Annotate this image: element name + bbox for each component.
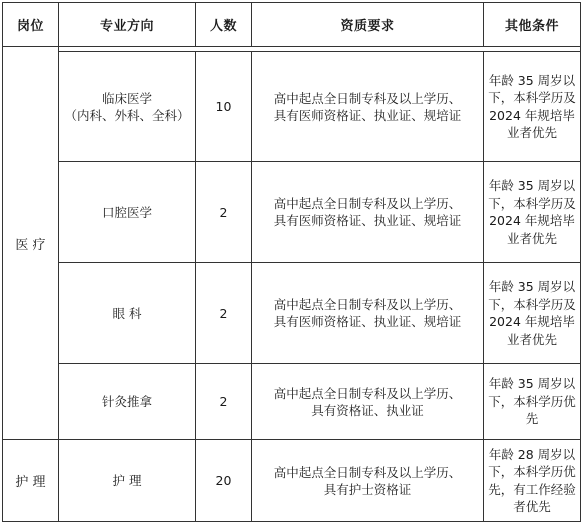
header-count: 人数 xyxy=(196,3,252,47)
qualification-cell xyxy=(252,440,484,522)
table-row xyxy=(3,52,581,162)
count-cell: 2 xyxy=(196,162,252,263)
other-conditions-cell: 年龄 35 周岁以下，本科学历优先 xyxy=(484,364,581,440)
major-subname: （内科、外科、全科） xyxy=(64,107,190,123)
other-conditions-cell: 年龄 35 周岁以下，本科学历及 2024 年规培毕业者优先 xyxy=(484,162,581,263)
qualification-line2: 具有医师资格证、执业证、规培证 xyxy=(273,314,462,329)
major-name: 临床医学 xyxy=(101,90,152,106)
major-name: 眼 科 xyxy=(112,305,142,321)
qualification-cell xyxy=(252,263,484,364)
qualification-line1: 高中起点全日制专科及以上学历、 xyxy=(273,297,462,312)
post-cell-nursing: 护 理 xyxy=(3,440,59,522)
count-cell: 20 xyxy=(196,440,252,522)
qualification-line2: 具有医师资格证、执业证、规培证 xyxy=(273,107,462,123)
qualification-cell xyxy=(252,162,484,263)
other-conditions-cell: 年龄 28 周岁以下，本科学历优先，有工作经验者优先 xyxy=(484,440,581,522)
header-row xyxy=(3,3,581,47)
qualification-line1: 高中起点全日制专科及以上学历、 xyxy=(273,464,462,480)
major-name: 护 理 xyxy=(112,473,142,488)
count-cell: 10 xyxy=(196,52,252,162)
major-cell xyxy=(59,162,196,263)
table-row xyxy=(3,440,581,522)
qualification-line2: 具有护士资格证 xyxy=(323,481,412,497)
post-cell-medical: 医 疗 xyxy=(3,47,59,440)
major-cell xyxy=(59,52,196,162)
qualification-line2: 具有资格证、执业证 xyxy=(311,402,424,418)
other-conditions-cell: 年龄 35 周岁以下，本科学历及 2024 年规培毕业者优先 xyxy=(484,52,581,162)
qualification-line2: 具有医师资格证、执业证、规培证 xyxy=(273,213,462,228)
header-post: 岗位 xyxy=(3,3,59,47)
qualification-line1: 高中起点全日制专科及以上学历、 xyxy=(273,90,462,106)
major-cell xyxy=(59,440,196,522)
count-cell: 2 xyxy=(196,364,252,440)
qualification-line1: 高中起点全日制专科及以上学历、 xyxy=(273,196,462,211)
other-conditions-cell: 年龄 35 周岁以下，本科学历及 2024 年规培毕业者优先 xyxy=(484,263,581,364)
qualification-cell xyxy=(252,364,484,440)
major-cell xyxy=(59,364,196,440)
header-other: 其他条件 xyxy=(484,3,581,47)
count-cell: 2 xyxy=(196,263,252,364)
table-row xyxy=(3,364,581,440)
major-name: 口腔医学 xyxy=(101,204,152,220)
header-qualification: 资质要求 xyxy=(252,3,484,47)
recruitment-table xyxy=(2,2,581,522)
header-major: 专业方向 xyxy=(59,3,196,47)
qualification-line1: 高中起点全日制专科及以上学历、 xyxy=(273,385,462,401)
table-row xyxy=(3,162,581,263)
major-cell xyxy=(59,263,196,364)
major-name: 针灸推拿 xyxy=(101,394,152,409)
table-row xyxy=(3,263,581,364)
qualification-cell xyxy=(252,52,484,162)
